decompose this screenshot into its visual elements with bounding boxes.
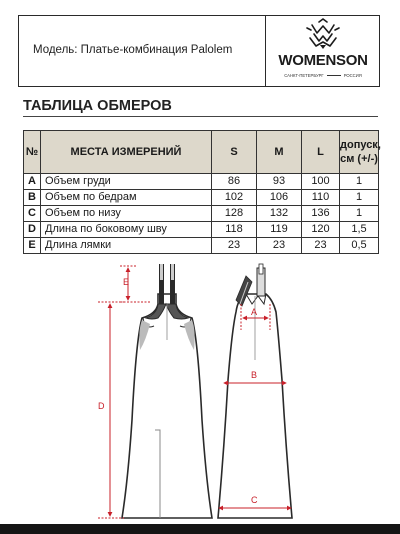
row-place: Длина по боковому шву bbox=[41, 222, 212, 238]
row-size-s: 23 bbox=[212, 238, 257, 254]
row-place: Длина лямки bbox=[41, 238, 212, 254]
row-letter: A bbox=[24, 174, 41, 190]
dress-back-view bbox=[218, 264, 292, 518]
header-tolerance-line2: см (+/-) bbox=[340, 153, 378, 165]
row-tolerance: 1 bbox=[340, 174, 379, 190]
header-tolerance-line1: допуск, bbox=[340, 139, 381, 151]
dress-diagram bbox=[0, 255, 400, 534]
row-size-l: 136 bbox=[302, 206, 340, 222]
title-underline bbox=[23, 116, 378, 117]
label-c: C bbox=[251, 495, 258, 505]
measurements-table bbox=[23, 130, 379, 254]
row-size-m: 93 bbox=[257, 174, 302, 190]
row-size-m: 132 bbox=[257, 206, 302, 222]
row-size-m: 106 bbox=[257, 190, 302, 206]
row-size-m: 23 bbox=[257, 238, 302, 254]
table-row bbox=[24, 222, 379, 238]
header-box bbox=[18, 15, 380, 87]
row-place: Объем по низу bbox=[41, 206, 212, 222]
bottom-band bbox=[0, 524, 400, 534]
row-size-l: 110 bbox=[302, 190, 340, 206]
row-letter: E bbox=[24, 238, 41, 254]
label-b: B bbox=[251, 370, 258, 380]
table-title: ТАБЛИЦА ОБМЕРОВ bbox=[23, 98, 172, 114]
table-row bbox=[24, 174, 379, 190]
row-tolerance: 0,5 bbox=[340, 238, 379, 254]
row-tolerance: 1 bbox=[340, 190, 379, 206]
brand-city: САНКТ-ПЕТЕРБУРГ bbox=[284, 72, 324, 78]
header-size-m: M bbox=[257, 131, 302, 174]
header-divider bbox=[265, 16, 266, 86]
brand-logo bbox=[267, 16, 379, 86]
header-size-s: S bbox=[212, 131, 257, 174]
header-place: МЕСТА ИЗМЕРЕНИЙ bbox=[41, 131, 212, 174]
table-row bbox=[24, 190, 379, 206]
row-size-l: 120 bbox=[302, 222, 340, 238]
row-size-s: 118 bbox=[212, 222, 257, 238]
row-tolerance: 1,5 bbox=[340, 222, 379, 238]
row-place: Объем груди bbox=[41, 174, 212, 190]
brand-name: WOMENSON bbox=[278, 52, 368, 69]
row-size-l: 100 bbox=[302, 174, 340, 190]
row-size-s: 102 bbox=[212, 190, 257, 206]
table-row bbox=[24, 238, 379, 254]
crown-emblem-icon bbox=[267, 16, 379, 52]
brand-country: РОССИЯ bbox=[343, 72, 362, 78]
row-letter: C bbox=[24, 206, 41, 222]
table-header-row bbox=[24, 131, 379, 174]
brand-rule bbox=[327, 75, 341, 76]
label-a: A bbox=[251, 307, 258, 317]
row-place: Объем по бедрам bbox=[41, 190, 212, 206]
label-e: E bbox=[123, 277, 130, 287]
header-tolerance bbox=[340, 131, 379, 174]
table-row bbox=[24, 206, 379, 222]
label-d: D bbox=[98, 401, 105, 411]
row-size-s: 86 bbox=[212, 174, 257, 190]
brand-subline bbox=[267, 71, 379, 79]
row-size-m: 119 bbox=[257, 222, 302, 238]
model-name: Модель: Платье-комбинация Palolem bbox=[33, 44, 233, 56]
header-size-l: L bbox=[302, 131, 340, 174]
row-letter: B bbox=[24, 190, 41, 206]
row-tolerance: 1 bbox=[340, 206, 379, 222]
row-size-l: 23 bbox=[302, 238, 340, 254]
row-letter: D bbox=[24, 222, 41, 238]
row-size-s: 128 bbox=[212, 206, 257, 222]
header-number: № bbox=[24, 131, 41, 174]
